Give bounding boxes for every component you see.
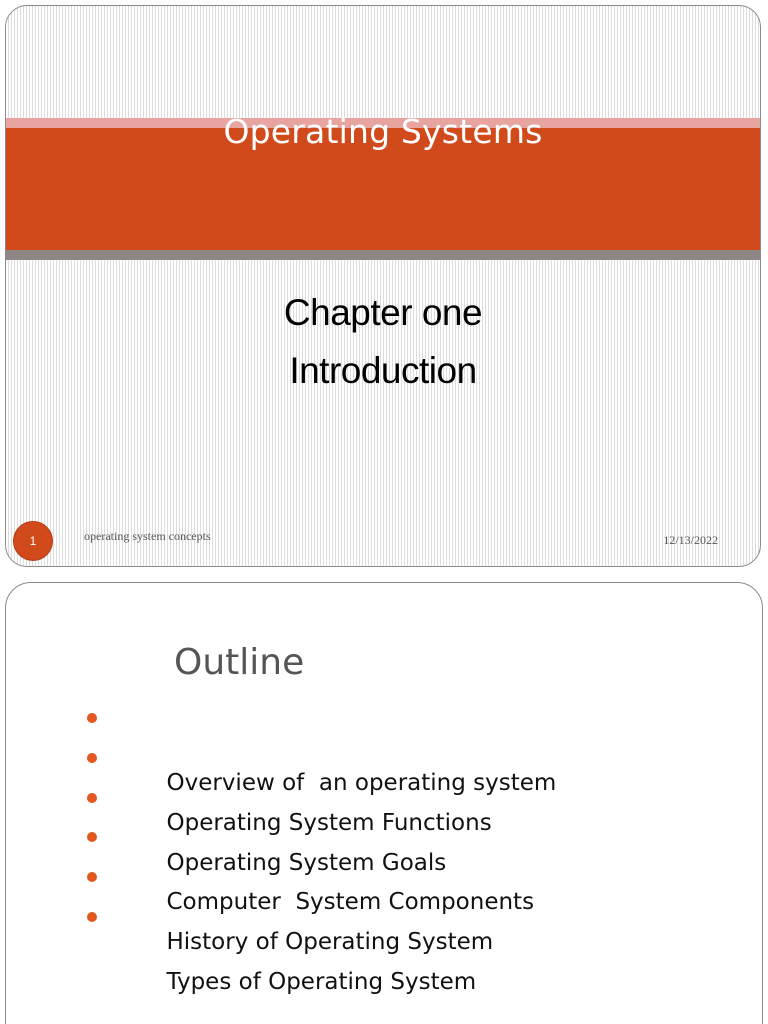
- footer-date: 12/13/2022: [663, 533, 718, 547]
- subtitle-line-2: Introduction: [289, 350, 477, 391]
- list-item-text: History of Operating System: [166, 929, 494, 956]
- footer-course-name: operating system concepts: [84, 529, 211, 543]
- outline-list: [84, 703, 557, 995]
- slide-title: Operating Systems: [223, 112, 543, 151]
- list-item-text: Computer System Components: [166, 889, 535, 916]
- title-slide: [5, 5, 761, 567]
- bullet-icon: [87, 793, 97, 803]
- list-item-text: Overview of an operating system: [166, 770, 557, 796]
- subtitle-line-1: Chapter one: [283, 292, 483, 333]
- slide-number-badge: 1: [13, 521, 53, 561]
- list-item-text: Operating System Functions: [166, 809, 492, 836]
- bullet-icon: [87, 753, 97, 763]
- bullet-icon: [87, 713, 97, 723]
- outline-slide: [5, 582, 763, 1024]
- slide-subtitle: [6, 284, 760, 400]
- list-item: [84, 703, 557, 796]
- header-band-gray: [6, 250, 760, 260]
- bullet-icon: [87, 832, 97, 842]
- bullet-icon: [87, 872, 97, 882]
- list-item-text: Operating System Goals: [166, 849, 447, 876]
- outline-title: Outline: [174, 642, 305, 683]
- list-item: [84, 783, 556, 876]
- bullet-icon: [87, 912, 97, 922]
- list-item-text: Types of Operating System: [166, 968, 477, 995]
